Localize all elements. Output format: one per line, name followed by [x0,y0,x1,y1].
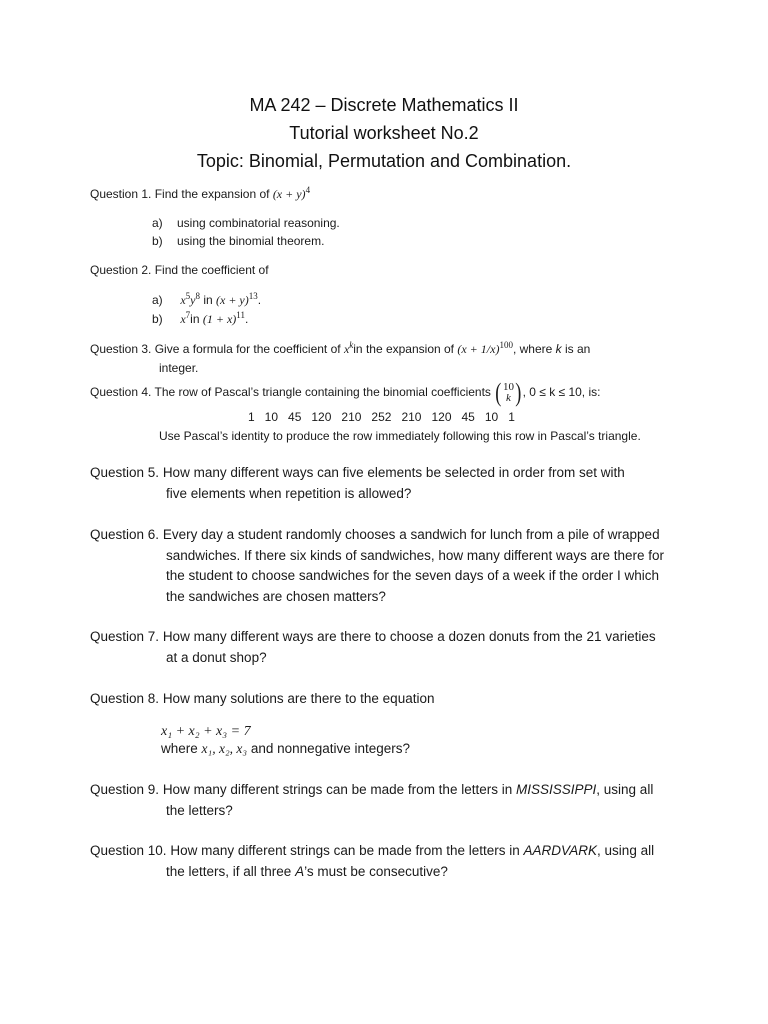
question-3-label: Question 3. [90,342,152,356]
equation: x₁ + x₂ + x₃ = 7 [161,724,251,739]
question-2-part-a: a) $x^5y^8$ in $(x + y)^{13}$. [152,291,262,307]
question-10: Question 10. How many different strings can be made from the letters in AARDVARK, using all the letters, if all three A’s must be consecutive? [90,843,655,879]
question-2 [90,262,269,278]
question-3: Question 3. Give a formula for the coefficient of $x^kin$ the expansion of $(x + 1/x)^{100}$, where k is an [90,340,591,356]
question-1 [90,186,310,202]
binomial-coefficient: ( 10 k ) [495,377,522,407]
question-5-label: Question 5. [90,465,160,480]
question-1-part-a: a) using combinatorial reasoning. [152,216,340,230]
pascal-row: 1 10 45 120 210 252 210 120 45 10 1 [248,410,515,424]
question-8-continuation: where x₁, x₂, x₃ and nonnegative integers? [161,741,411,756]
question-4: Question 4. The row of Pascal’s triangle containing the binomial coefficients ( 10 k ) , 0 ≤ k ≤ 10, is: [90,377,601,407]
page-subtitle: Tutorial worksheet No.2 [289,123,479,143]
question-6-label: Question 6. [90,527,160,542]
question-7: Question 7. How many different ways are there to choose a dozen donuts from the 21 varieties at a donut shop? [90,629,656,665]
question-9: Question 9. How many different strings can be made from the letters in MISSISSIPPI, using all the letters? [90,782,654,818]
question-1-text: Find the expansion of [154,187,270,201]
question-3-continuation: integer. [159,361,199,375]
page-topic: Topic: Binomial, Permutation and Combination. [196,151,572,171]
question-2-part-b: b) $x^7in$ $(1 + x)^{11}$. [152,310,249,326]
question-2-label: Question 2. [90,263,152,277]
question-10-label: Question 10. [90,843,167,858]
page-title: MA 242 – Discrete Mathematics II [249,95,519,115]
question-5: Question 5. How many different ways can five elements be selected in order from set with five elements when repetition is allowed? [90,465,625,501]
question-7-label: Question 7. [90,629,160,644]
question-1-part-b: b) using the binomial theorem. [152,234,325,248]
question-4-label: Question 4. [90,385,152,399]
question-1-expr: $(x + y)^4$ [272,185,311,201]
question-6: Question 6. Every day a student randomly chooses a sandwich for lunch from a pile of wrapped sandwiches. If there six kinds of sandwiches, how many different ways are there for the student to choose sandwiches for the seven days of a week if the order I which the sandwiches are chosen matters? [90,527,664,604]
question-8-label: Question 8. [90,691,160,706]
question-1-label: Question 1. [90,187,152,201]
question-4-continuation: Use Pascal’s identity to produce the row immediately following this row in Pascal’s triangle. [159,429,641,443]
question-9-label: Question 9. [90,782,160,797]
question-2-text: Find the coefficient of [154,263,269,277]
question-8: Question 8. How many solutions are there to the equation [90,691,435,706]
